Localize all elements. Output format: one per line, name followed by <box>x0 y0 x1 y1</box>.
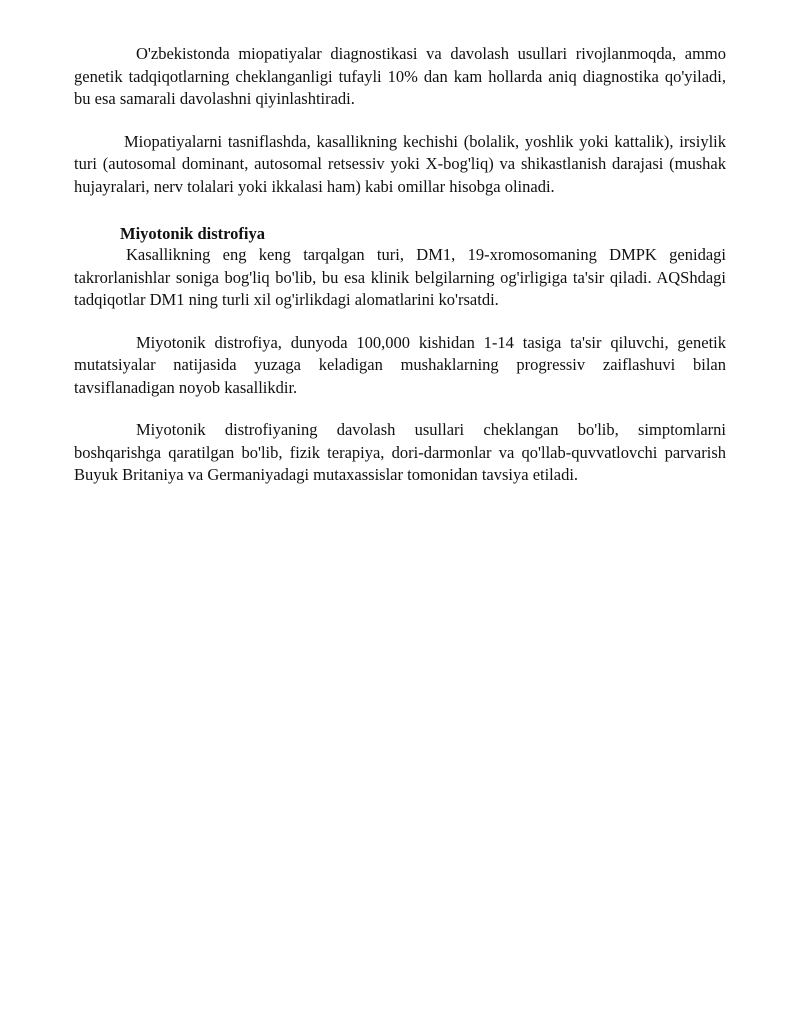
paragraph-classification: Miopatiyalarni tasniflashda, kasallikning kechishi (bolalik, yoshlik yoki kattalik), irsiylik turi (autosomal dominant, autosomal retsessiv yoki X-bog'liq) va shikastlanish darajasi (mushak hujayralari, nerv tolalari yoki ikkalasi ham) kabi omillar hisobga olinadi. <box>74 131 726 196</box>
paragraph-diagnostics: O'zbekistonda miopatiyalar diagnostikasi va davolash usullari rivojlanmoqda, ammo genetik tadqiqotlarning cheklanganligi tufayli 10% dan kam hollarda aniq diagnostika qo'yiladi, bu esa samarali davolashni qiyinlashtiradi. <box>74 44 726 108</box>
document-page <box>74 43 726 487</box>
section-heading: Miyotonik distrofiya <box>120 224 265 243</box>
paragraph-dm1: Kasallikning eng keng tarqalgan turi, DM1, 19-xromosomaning DMPK genidagi takrorlanishlar soniga bog'liq bo'lib, bu esa klinik belgilarning og'irligiga ta'sir qiladi. AQShdagi tadqiqotlar DM1 ning turli xil og'irlikdagi alomatlarini ko'rsatdi. <box>74 245 726 309</box>
paragraph-prevalence: Miyotonik distrofiya, dunyoda 100,000 kishidan 1-14 tasiga ta'sir qiluvchi, genetik mutatsiyalar natijasida yuzaga keladigan mushaklarning progressiv zaiflashuvi bilan tavsiflanadigan noyob kasallikdir. <box>74 332 726 397</box>
paragraph-treatment: Miyotonik distrofiyaning davolash usullari cheklangan bo'lib, simptomlarni boshqarishga qaratilgan bo'lib, fizik terapiya, dori-darmonlar va qo'llab-quvvatlovchi parvarish Buyuk Britaniya va Germaniyadagi mutaxassislar tomonidan tavsiya etiladi. <box>74 420 726 484</box>
